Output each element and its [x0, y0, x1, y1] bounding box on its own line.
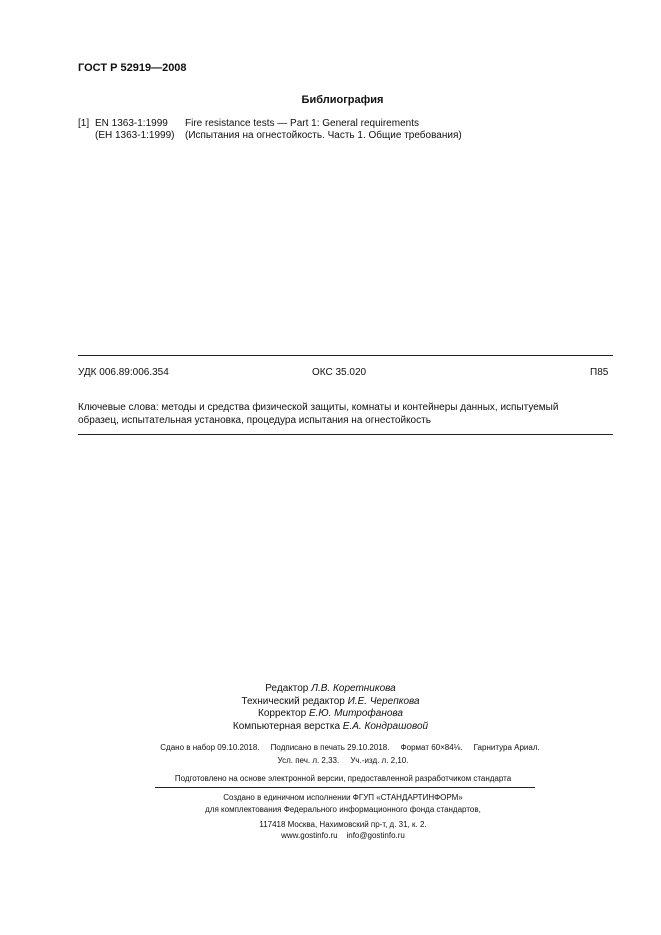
keywords-line-1: Ключевые слова: методы и средства физической защиты, комнаты и контейнеры данных, испытуемый — [78, 402, 559, 413]
credit-line: Редактор Л.В. Коретникова — [265, 683, 396, 694]
entry-code-ru: (ЕН 1363-1:1999) — [95, 130, 175, 141]
credit-line: Корректор Е.Ю. Митрофанова — [258, 708, 403, 719]
imprint-line-1: Сдано в набор 09.10.2018. Подписано в печать 29.10.2018. Формат 60×84⅛. Гарнитура Ариал. — [160, 743, 540, 752]
imprint-line-2: Усл. печ. л. 2,33. Уч.-изд. л. 2,10. — [277, 756, 409, 765]
bibliography-title: Библиография — [301, 94, 384, 106]
credit-line: Компьютерная верстка Е.А. Кондрашовой — [232, 720, 429, 732]
document-header: ГОСТ Р 52919—2008 — [78, 62, 187, 74]
classification-code: П85 — [590, 367, 609, 378]
contacts — [0, 831, 661, 840]
entry-title-ru: (Испытания на огнестойкость. Часть 1. Общие требования) — [185, 130, 462, 141]
divider — [78, 434, 613, 435]
udk: УДК 006.89:006.354 — [78, 367, 169, 378]
entry-title: Fire resistance tests — Part 1: General requirements — [185, 118, 419, 129]
email-link[interactable]: info@gostinfo.ru — [346, 831, 405, 840]
keywords-line-2: образец, испытательная установка, процедура испытания на огнестойкость — [78, 415, 431, 426]
created-line-1: Создано в единичном исполнении ФГУП «СТАНДАРТИНФОРМ» — [223, 793, 463, 802]
credits — [0, 683, 661, 733]
prepared-note: Подготовлено на основе электронной версии, предоставленной разработчиком стандарта — [174, 774, 512, 783]
entry-code: EN 1363-1:1999 — [95, 118, 168, 129]
divider — [78, 355, 613, 356]
created-line-2: для комплектования Федерального информационного фонда стандартов, — [205, 805, 481, 814]
credit-line: Технический редактор И.Е. Черепкова — [241, 695, 420, 707]
address: 117418 Москва, Нахимовский пр-т, д. 31, к. 2. — [259, 820, 427, 829]
oks: ОКС 35.020 — [312, 367, 367, 378]
divider — [155, 787, 535, 788]
entry-number: [1] — [78, 118, 90, 129]
website-link[interactable]: www.gostinfo.ru — [281, 831, 338, 840]
